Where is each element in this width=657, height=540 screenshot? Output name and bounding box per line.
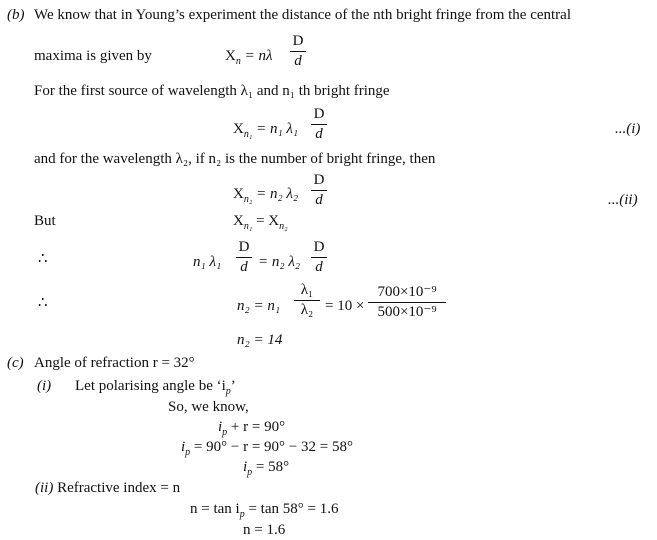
equation-i-tag: ...(i) — [615, 121, 641, 137]
equation-4-left: n₂ = n₁ — [237, 298, 281, 314]
equation-4-lambda-fraction: $\frac{\text{λ₁}}{\text{λ₂}}$ — [294, 283, 320, 318]
equation-i: $X_{n_1} = n_1$ λ₁ — [233, 121, 299, 140]
first-source-text: For the first source of wavelength λ₁ and n₁ th bright fringe — [34, 83, 390, 99]
formula-xn: $X_n = n\lambda$ — [225, 48, 273, 67]
sub-i-text: Let polarising angle be ‘$i_p$’ — [75, 378, 236, 397]
equation-c-b: $i_p = 90^\circ - r = 90^\circ - 32 = 58^\circ$ — [181, 439, 353, 458]
so-we-know: So, we know, — [168, 399, 249, 415]
equation-i-fraction: $\frac{D}{d}$ — [311, 107, 327, 142]
part-b-intro-line2: maxima is given by — [34, 48, 152, 64]
equation-c-a: $i_p + r = 90^\circ$ — [218, 419, 286, 438]
equation-4-numeric-fraction: $\frac{\text{700×10⁻⁹}}{\text{500×10⁻⁹}}$ — [368, 285, 446, 320]
equation-4-mid: = 10 × — [325, 298, 365, 314]
equation-ii: $X_{n_2} = n_2$ λ₂ — [233, 186, 299, 205]
sub-ii: (ii) Refractive index = n — [35, 480, 181, 496]
equation-3-left: n₁ λ₁ — [193, 254, 222, 270]
part-b-intro-line1: We know that in Young’s experiment the distance of the nth bright fringe from the central — [34, 7, 571, 23]
equation-3-left-fraction: $\frac{D}{d}$ — [236, 240, 252, 275]
part-b-label: (b) — [7, 7, 25, 23]
therefore-symbol-2: ∴ — [38, 295, 48, 311]
therefore-symbol-1: ∴ — [38, 251, 48, 267]
second-wavelength-text: and for the wavelength λ₂, if n₂ is the number of bright fringe, then — [34, 151, 436, 167]
formula-xn-fraction: $\frac{D}{d}$ — [290, 34, 306, 69]
equation-3-right-fraction: $\frac{D}{d}$ — [311, 240, 327, 275]
equation-c-d: $n = \tan i_p = \tan 58^\circ = 1.6$ — [190, 501, 339, 520]
result-n2: n₂ = 14 — [237, 332, 283, 348]
equation-c-c: $i_p = 58^\circ$ — [243, 459, 290, 478]
angle-of-refraction-text: Angle of refraction r = 32° — [34, 355, 195, 371]
but-label: But — [34, 213, 56, 229]
equation-3-right: = n₂ λ₂ — [258, 254, 301, 270]
sub-i-label: (i) — [37, 378, 52, 394]
equation-ii-tag: ...(ii) — [608, 192, 638, 208]
but-equation: $X_{n_1} = X_{n_2}$ — [233, 213, 288, 232]
part-c-label: (c) — [7, 355, 24, 371]
equation-ii-fraction: $\frac{D}{d}$ — [311, 173, 327, 208]
equation-c-e: n = 1.6 — [243, 522, 286, 538]
